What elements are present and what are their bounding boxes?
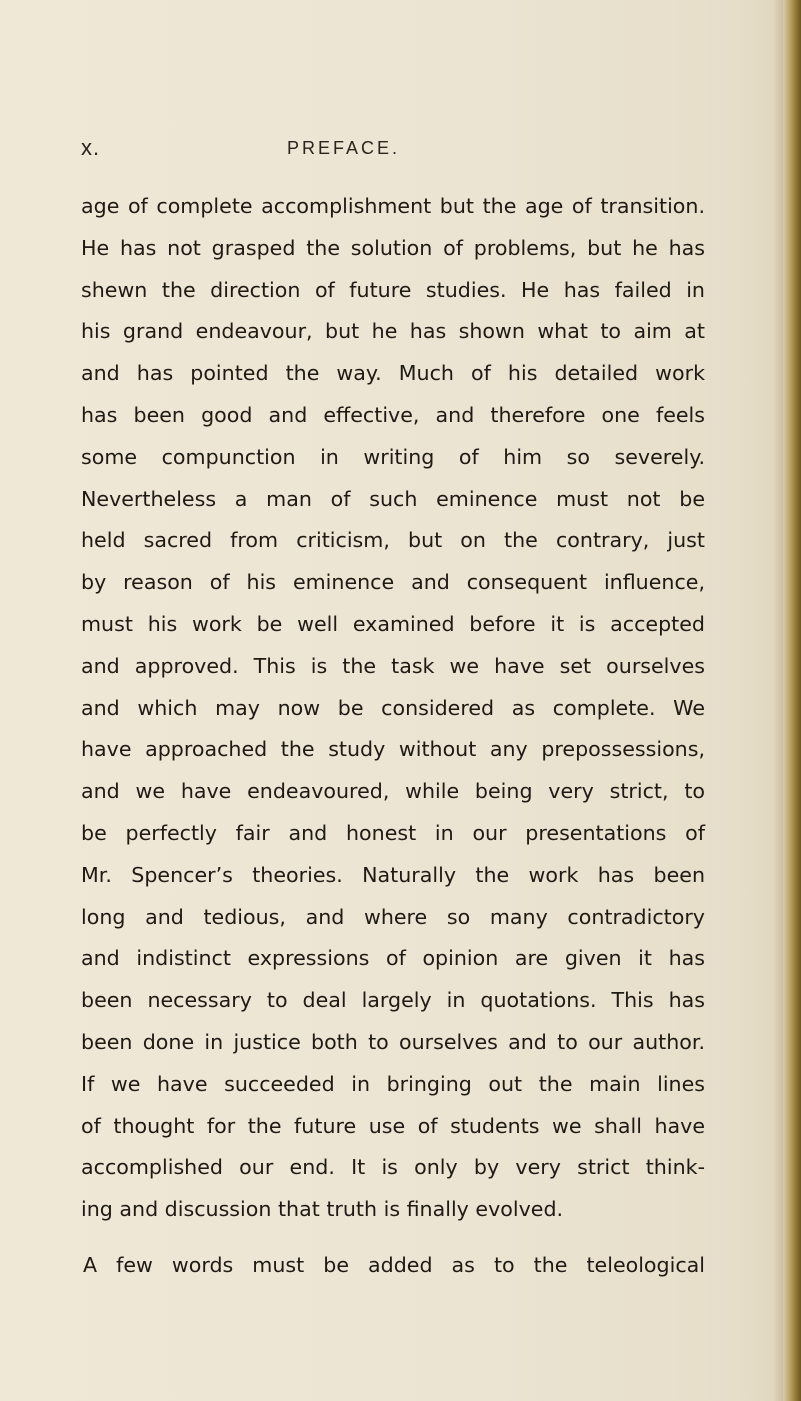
book-spine-edge bbox=[783, 0, 801, 1401]
text-line: age of complete accomplishment but the age of transition. bbox=[81, 194, 705, 218]
text-line: If we have succeeded in bringing out the main lines bbox=[81, 1071, 705, 1096]
text-line: and indistinct expressions of opinion are given it has bbox=[81, 946, 705, 971]
text-line: and which may now be considered as complete. We bbox=[81, 695, 705, 720]
text-line: and has pointed the way. Much of his detailed work bbox=[81, 361, 705, 386]
text-line: held sacred from criticism, but on the contrary, just bbox=[81, 528, 705, 553]
page-gutter-shadow bbox=[773, 0, 783, 1401]
text-line: by reason of his eminence and consequent influence, bbox=[81, 570, 705, 595]
text-line: his grand endeavour, but he has shown what to aim at bbox=[81, 319, 705, 344]
body-text bbox=[81, 186, 705, 1287]
text-line: must his work be well examined before it is accepted bbox=[81, 611, 705, 636]
text-line: have approached the study without any prepossessions, bbox=[81, 737, 705, 762]
paragraph-gap bbox=[81, 1231, 705, 1245]
text-line: and approved. This is the task we have set ourselves bbox=[81, 653, 705, 678]
running-head: PREFACE. bbox=[287, 138, 401, 158]
text-line: been done in justice both to ourselves and to our author. bbox=[81, 1029, 705, 1054]
text-line: shewn the direction of future studies. He has failed in bbox=[81, 277, 705, 302]
text-line: been necessary to deal largely in quotations. This has bbox=[81, 988, 705, 1013]
text-line: of thought for the future use of students we shall have bbox=[81, 1113, 705, 1138]
text-line: and we have endeavoured, while being very strict, to bbox=[81, 779, 705, 804]
page-number: x. bbox=[81, 135, 101, 160]
text-line: be perfectly fair and honest in our presentations of bbox=[81, 820, 705, 845]
text-line: Mr. Spencer’s theories. Naturally the work has been bbox=[81, 862, 705, 887]
text-line: ing and discussion that truth is finally evolved. bbox=[81, 1197, 564, 1222]
next-paragraph-line: A few words must be added as to the teleological bbox=[83, 1252, 705, 1277]
text-line: long and tedious, and where so many contradictory bbox=[81, 904, 705, 929]
text-line: He has not grasped the solution of problems, but he has bbox=[81, 235, 705, 260]
page-header bbox=[81, 135, 701, 165]
text-line: has been good and effective, and therefore one feels bbox=[81, 402, 705, 427]
text-line: accomplished our end. It is only by very strict think- bbox=[81, 1155, 705, 1180]
text-line: Nevertheless a man of such eminence must not be bbox=[81, 486, 705, 511]
text-line: some compunction in writing of him so severely. bbox=[81, 444, 705, 469]
